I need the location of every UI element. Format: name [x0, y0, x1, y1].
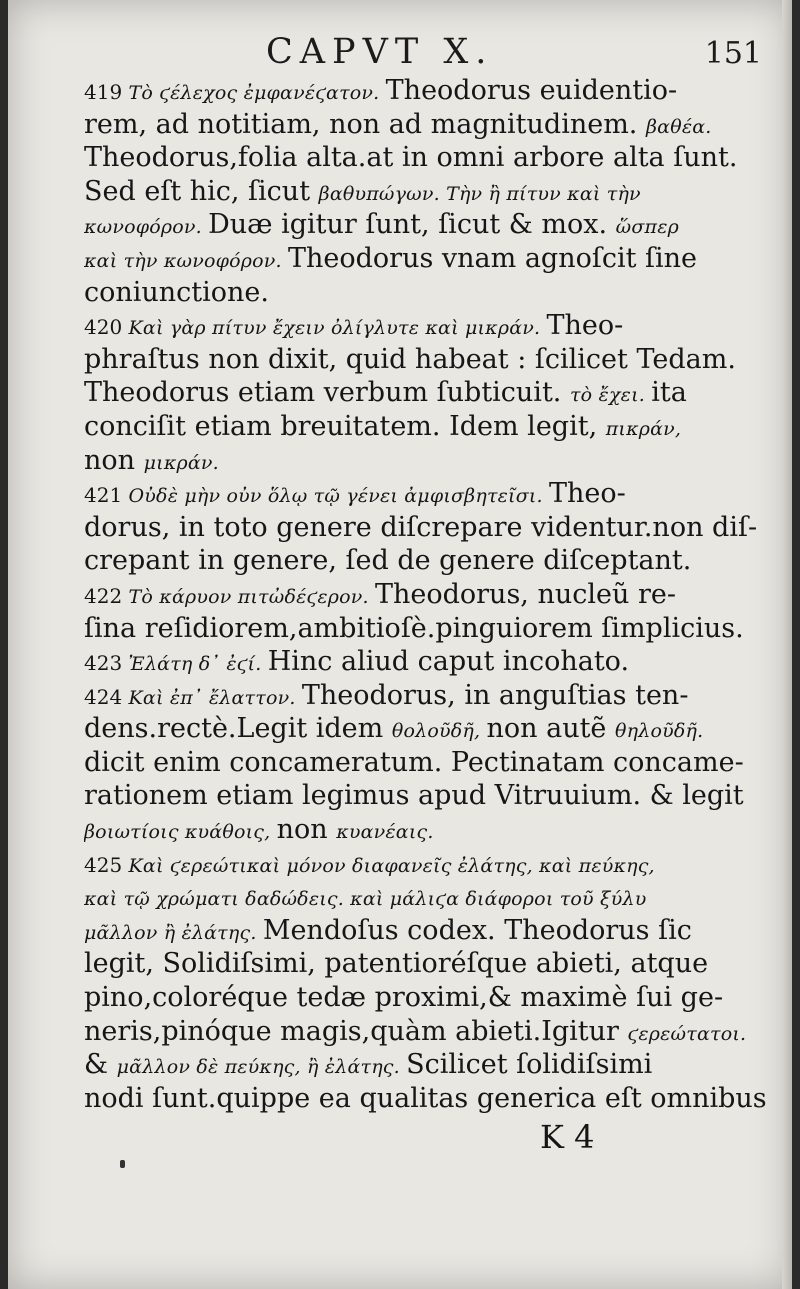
latin-text: dens.rectè.Legit idem — [84, 713, 392, 745]
page-footer — [8, 1118, 792, 1168]
greek-text: Τὸ ϛέλεχος ἐμφανέϛατον. — [128, 82, 386, 104]
latin-text: Theodorus,folia alta.at in omni arbore alta ſunt. — [84, 142, 738, 174]
latin-text: legit, Solidiſsimi, patentioréſque abieti, atque — [84, 948, 709, 980]
latin-text: Hinc aliud caput incohato. — [267, 646, 630, 678]
latin-text: Theodorus etiam verbum ſubticuit. — [84, 377, 570, 409]
greek-text: μᾶλλον ἢ ἐλάτης. — [84, 921, 263, 944]
note-number: 424 — [84, 684, 129, 709]
latin-text: rationem etiam legimus apud Vitruuium. & legit — [84, 780, 744, 812]
book-page — [8, 0, 792, 1289]
latin-text: Theodorus, nucleũ re- — [374, 578, 676, 610]
greek-text: κυανέαις. — [336, 821, 434, 844]
latin-text: non — [276, 814, 337, 846]
text-line — [84, 276, 770, 310]
text-line — [84, 981, 770, 1015]
latin-text: Theo- — [546, 310, 624, 342]
greek-text: Ἐλάτη δ᾽ ἐϛί. — [128, 653, 268, 676]
greek-text: μᾶλλον δὲ πεύκης, ἢ ἐλάτης. — [116, 1056, 407, 1079]
latin-text: Theodorus vnam agnoſcit ſine — [288, 242, 698, 274]
text-line — [84, 511, 770, 545]
greek-text: κωνοφόρον. — [84, 216, 209, 239]
text-line — [84, 947, 770, 981]
greek-text: Καὶ ἐπ᾽ ἔλαττον. — [128, 686, 302, 709]
note-number: 420 — [84, 315, 129, 340]
latin-text: nodi ſunt.quippe ea qualitas generica eſt omnibus — [84, 1082, 767, 1114]
text-line — [84, 1082, 770, 1116]
text-line — [84, 410, 770, 444]
latin-text: non — [84, 444, 144, 476]
note-number: 421 — [84, 483, 129, 508]
greek-text: Οὐδὲ μὴν οὐν ὅλῳ τῷ γένει ἀμφισβητεῖσι. — [128, 485, 550, 508]
text-line — [84, 544, 770, 578]
latin-text: dorus, in toto genere diſcrepare videntur.non diſ- — [84, 511, 758, 543]
greek-text: βαθέα. — [645, 115, 712, 138]
greek-text: καὶ τὴν κωνοφόρον. — [84, 249, 288, 272]
text-line — [84, 444, 770, 478]
greek-text: Τὸ κάρυον πιτὠδέϛερον. — [128, 585, 375, 608]
body-text — [84, 74, 770, 1115]
latin-text: Sed eſt hic, ſicut — [84, 175, 319, 207]
note-number: 425 — [84, 852, 129, 877]
ink-speck — [120, 1160, 125, 1168]
text-line — [84, 1015, 770, 1049]
text-line — [84, 108, 770, 142]
latin-text: Duæ igitur ſunt, ſicut & mox. — [208, 209, 616, 241]
greek-text: ϛερεώτατοι. — [627, 1022, 747, 1045]
text-line — [84, 208, 770, 242]
signature-mark: K 4 — [540, 1118, 595, 1156]
latin-text: Theodorus euidentio- — [385, 75, 678, 106]
latin-text: pino,coloréque tedæ proximi,& maximè ſui ge- — [84, 982, 724, 1014]
text-line — [84, 645, 770, 679]
text-line — [84, 746, 770, 780]
note-number: 419 — [84, 80, 129, 104]
running-head: CAPVT X. — [266, 32, 494, 72]
text-line — [84, 343, 770, 377]
latin-text: Theodorus, in anguſtias ten- — [301, 679, 689, 711]
note-number: 422 — [84, 583, 129, 608]
latin-text: ita — [651, 377, 687, 409]
text-line — [84, 141, 770, 175]
greek-text: καὶ τῷ χρώματι δαδώδεις. καὶ μάλιϛα διάφοροι τοῦ ξύλυ — [84, 888, 647, 911]
text-line — [84, 175, 770, 209]
note-number: 423 — [84, 651, 129, 676]
text-line — [84, 309, 770, 343]
greek-text: βοιωτίοις κυάθοις, — [84, 821, 277, 844]
greek-text: Καὶ ϛερεώτικαὶ μόνον διαφανεῖς ἐλάτης, καὶ πεύκης, — [128, 854, 655, 877]
text-line — [84, 242, 770, 276]
latin-text: coniunctione. — [84, 276, 269, 308]
text-line — [84, 914, 770, 948]
page-header — [8, 32, 792, 80]
greek-text: Καὶ γὰρ πίτυν ἔχειν ὀλίγλυτε καὶ μικράν. — [128, 317, 547, 340]
greek-text: μικράν. — [143, 451, 219, 474]
greek-text: ὥσπερ — [615, 216, 679, 239]
text-line — [84, 578, 770, 612]
latin-text: conciſit etiam breuitatem. Idem legit, — [84, 410, 606, 442]
text-line — [84, 376, 770, 410]
latin-text: rem, ad notitiam, non ad magnitudinem. — [84, 108, 646, 140]
text-line — [84, 712, 770, 746]
text-line — [84, 880, 770, 914]
text-line — [84, 847, 770, 881]
latin-text: phraſtus non dixit, quid habeat : ſcilicet Tedam. — [84, 343, 736, 375]
page-number: 151 — [704, 36, 762, 71]
greek-text: θολοῦδῆ, — [391, 720, 487, 743]
latin-text: Scilicet ſolidiſsimi — [406, 1049, 653, 1081]
latin-text: crepant in genere, ſed de genere diſceptant. — [84, 545, 692, 577]
text-line — [84, 1048, 770, 1082]
text-line — [84, 74, 770, 108]
greek-text: βαθυπώγων. Τὴν ἢ πίτυν καὶ τὴν — [318, 182, 641, 205]
text-line — [84, 779, 770, 813]
text-line — [84, 679, 770, 713]
latin-text: & — [84, 1049, 117, 1081]
greek-text: τὸ ἔχει. — [569, 384, 652, 407]
text-line — [84, 612, 770, 646]
greek-text: πικράν, — [605, 417, 682, 440]
latin-text: neris,pinóque magis,quàm abieti.Igitur — [84, 1015, 628, 1047]
greek-text: θηλοῦδῆ. — [615, 720, 704, 743]
latin-text: dicit enim concameratum. Pectinatam concame- — [84, 746, 744, 778]
latin-text: Theo- — [549, 478, 626, 510]
text-line — [84, 813, 770, 847]
latin-text: non autẽ — [486, 713, 615, 745]
latin-text: Mendoſus codex. Theodorus ſic — [262, 914, 692, 946]
text-line — [84, 477, 770, 511]
latin-text: ſina reſidiorem,ambitioſè.pinguiorem ſimplicius. — [84, 612, 744, 644]
